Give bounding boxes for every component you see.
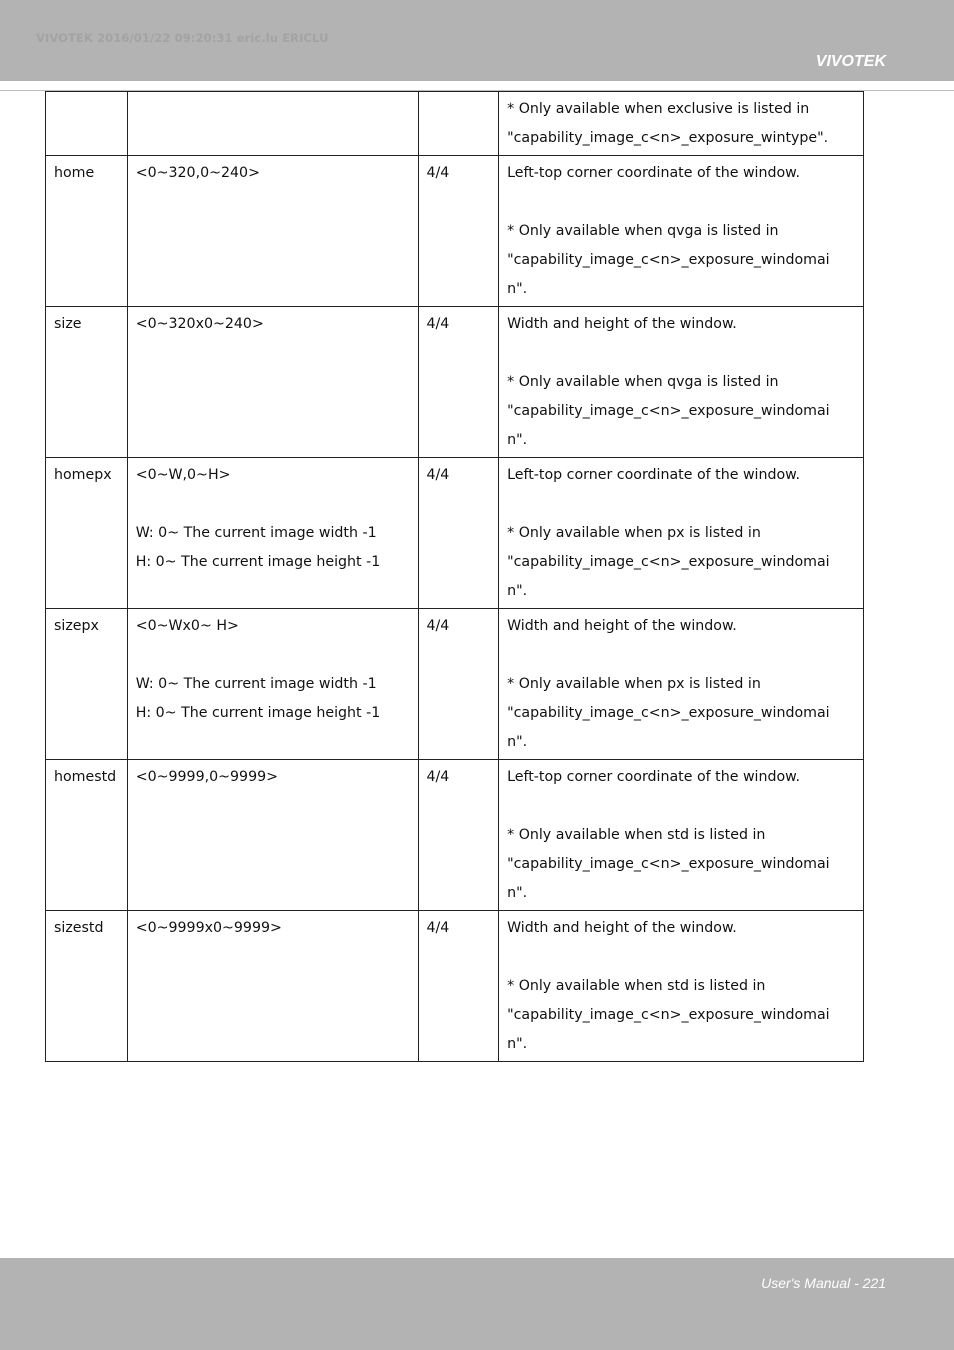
param-security-cell [418, 307, 499, 458]
cell-text-line: * Only available when std is listed in [507, 827, 766, 843]
cell-text-line: <0~Wx0~ H> [135, 618, 239, 634]
cell-text-line: * Only available when px is listed in [507, 676, 761, 692]
cell-text-line: Left-top corner coordinate of the window. [507, 467, 800, 483]
parameter-table-container [45, 91, 864, 1062]
cell-text-line [507, 641, 855, 670]
param-value-cell [127, 156, 418, 307]
table-row [46, 458, 864, 609]
cell-text-line: 4/4 [426, 316, 450, 332]
cell-text-line: "capability_image_c<n>_exposure_wintype". [507, 130, 829, 146]
param-name-cell [46, 760, 128, 911]
param-description-cell [499, 458, 864, 609]
cell-text-line: * Only available when qvga is listed in [507, 223, 779, 239]
cell-text-line: W: 0~ The current image width -1 [135, 525, 377, 541]
cell-text-line: sizestd [54, 920, 104, 936]
cell-text-line: "capability_image_c<n>_exposure_windomai [507, 403, 830, 419]
param-description-cell [499, 760, 864, 911]
cell-text-line: 4/4 [426, 920, 450, 936]
watermark-text: VIVOTEK 2016/01/22 09:20:31 eric.lu ERICLU [36, 31, 329, 45]
cell-text-line: <0~9999,0~9999> [135, 769, 279, 785]
cell-text-line: n". [507, 1036, 528, 1052]
param-security-cell [418, 458, 499, 609]
cell-text-line: * Only available when exclusive is listed in [507, 101, 810, 117]
cell-text-line: "capability_image_c<n>_exposure_windomai [507, 554, 830, 570]
page-number-label: User's Manual - 221 [761, 1275, 886, 1291]
table-row [46, 307, 864, 458]
cell-text-line: <0~9999x0~9999> [135, 920, 282, 936]
param-value-cell [127, 307, 418, 458]
cell-text-line: H: 0~ The current image height -1 [135, 554, 381, 570]
cell-text-line: "capability_image_c<n>_exposure_windomai [507, 705, 830, 721]
param-name-cell [46, 307, 128, 458]
cell-text-line: "capability_image_c<n>_exposure_windomai [507, 1007, 830, 1023]
cell-text-line [507, 792, 855, 821]
param-description-cell [499, 156, 864, 307]
param-description-cell [499, 911, 864, 1062]
cell-text-line [136, 641, 410, 670]
param-security-cell [418, 156, 499, 307]
param-value-cell [127, 760, 418, 911]
cell-text-line: n". [507, 281, 528, 297]
table-row [46, 911, 864, 1062]
cell-text-line [136, 490, 410, 519]
cell-text-line: Width and height of the window. [507, 316, 737, 332]
cell-text-line: sizepx [54, 618, 99, 634]
param-name-cell [46, 156, 128, 307]
parameter-table [45, 91, 864, 1062]
cell-text-line [507, 943, 855, 972]
cell-text-line: * Only available when px is listed in [507, 525, 761, 541]
brand-logo-text: VIVOTEK [815, 53, 886, 70]
cell-text-line: Left-top corner coordinate of the window. [507, 769, 800, 785]
cell-text-line: n". [507, 734, 528, 750]
cell-text-line: <0~W,0~H> [135, 467, 231, 483]
cell-text-line: "capability_image_c<n>_exposure_windomai [507, 856, 830, 872]
param-description-cell [499, 307, 864, 458]
table-row [46, 760, 864, 911]
param-description-cell [499, 92, 864, 156]
cell-text-line: <0~320,0~240> [135, 165, 260, 181]
cell-text-line: 4/4 [426, 769, 450, 785]
param-value-cell [127, 911, 418, 1062]
cell-text-line: H: 0~ The current image height -1 [135, 705, 381, 721]
cell-text-line: W: 0~ The current image width -1 [135, 676, 377, 692]
param-value-cell [127, 92, 418, 156]
cell-text-line: homepx [54, 467, 112, 483]
cell-text-line: Left-top corner coordinate of the window. [507, 165, 800, 181]
cell-text-line: "capability_image_c<n>_exposure_windomai [507, 252, 830, 268]
cell-text-line: 4/4 [426, 467, 450, 483]
param-name-cell [46, 911, 128, 1062]
page-footer [0, 1258, 954, 1350]
parameter-table-body [46, 92, 864, 1062]
param-name-cell [46, 458, 128, 609]
cell-text-line [507, 490, 855, 519]
cell-text-line: <0~320x0~240> [135, 316, 264, 332]
param-security-cell [418, 760, 499, 911]
cell-text-line: n". [507, 885, 528, 901]
table-row [46, 609, 864, 760]
param-security-cell [418, 609, 499, 760]
cell-text-line: homestd [54, 769, 117, 785]
cell-text-line [136, 95, 410, 124]
param-name-cell [46, 92, 128, 156]
cell-text-line: 4/4 [426, 618, 450, 634]
param-security-cell [418, 911, 499, 1062]
param-description-cell [499, 609, 864, 760]
param-value-cell [127, 609, 418, 760]
cell-text-line [427, 95, 491, 124]
cell-text-line: * Only available when qvga is listed in [507, 374, 779, 390]
param-value-cell [127, 458, 418, 609]
cell-text-line [54, 95, 119, 124]
param-security-cell [418, 92, 499, 156]
table-row [46, 156, 864, 307]
cell-text-line: n". [507, 583, 528, 599]
cell-text-line: 4/4 [426, 165, 450, 181]
cell-text-line [507, 188, 855, 217]
table-row [46, 92, 864, 156]
cell-text-line: home [54, 165, 95, 181]
cell-text-line: Width and height of the window. [507, 920, 737, 936]
cell-text-line: * Only available when std is listed in [507, 978, 766, 994]
cell-text-line: n". [507, 432, 528, 448]
cell-text-line: size [54, 316, 82, 332]
page-header [0, 0, 954, 81]
cell-text-line [507, 339, 855, 368]
param-name-cell [46, 609, 128, 760]
cell-text-line: Width and height of the window. [507, 618, 737, 634]
